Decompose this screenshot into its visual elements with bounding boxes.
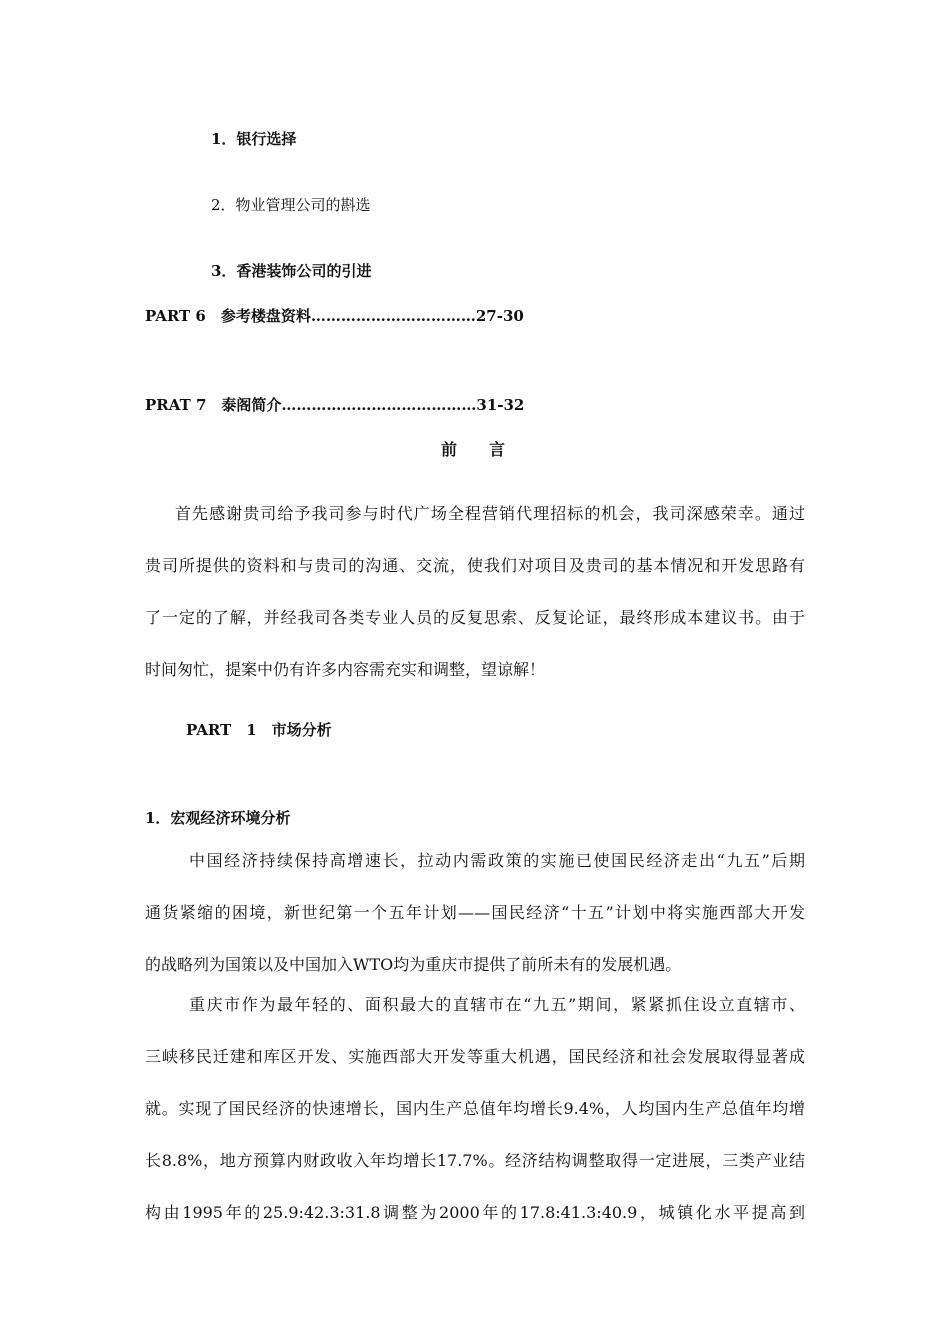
paragraph-line: 重庆市作为最年轻的、面积最大的直辖市在“九五”期间，紧紧抓住设立直辖市、 [189,995,805,1014]
preface-heading: 前 言 [441,440,506,459]
preface-line: 首先感谢贵司给予我司参与时代广场全程营销代理招标的机会，我司深感荣幸。通过 [175,504,805,523]
paragraph-line: 就。实现了国民经济的快速增长，国内生产总值年均增长9.4%，人均国内生产总值年均增 [145,1099,805,1118]
toc-item-property-management: 2．物业管理公司的斟选 [211,196,371,214]
paragraph-line: 通货紧缩的困境，新世纪第一个五年计划——国民经济“十五”计划中将实施西部大开发 [145,903,805,922]
preface-paragraph [145,488,805,696]
paragraph-line: 长8.8%，地方预算内财政收入年均增长17.7%。经济结构调整取得一定进展，三类产业结 [145,1151,805,1170]
macro-economy-paragraph-2 [145,979,805,1239]
preface-line: 时间匆忙，提案中仍有许多内容需充实和调整，望谅解！ [145,660,546,679]
paragraph-line: 构由1995年的25.9:42.3:31.8调整为2000年的17.8:41.3:40.9，城镇化水平提高到 [145,1203,805,1222]
paragraph-line: 中国经济持续保持高增速长，拉动内需政策的实施已使国民经济走出“九五”后期 [189,851,805,870]
part1-heading: PART 1 市场分析 [186,721,332,739]
macro-economy-paragraph-1 [145,835,805,991]
toc-part7: PRAT 7 泰阁简介…………………………………31-32 [145,396,525,414]
preface-line: 贵司所提供的资料和与贵司的沟通、交流，使我们对项目及贵司的基本情况和开发思路有 [145,556,805,575]
paragraph-line: 三峡移民迁建和库区开发、实施西部大开发等重大机遇，国民经济和社会发展取得显著成 [145,1047,805,1066]
toc-part6: PART 6 参考楼盘资料……………………………27-30 [145,307,524,325]
preface-line: 了一定的了解，并经我司各类专业人员的反复思索、反复论证，最终形成本建议书。由于 [145,608,805,627]
section1-title: 1．宏观经济环境分析 [145,809,291,827]
paragraph-line: 的战略列为国策以及中国加入WTO均为重庆市提供了前所未有的发展机遇。 [145,955,682,974]
toc-item-decoration-company: 3．香港装饰公司的引进 [211,262,372,280]
toc-item-bank-selection: 1．银行选择 [211,130,297,148]
